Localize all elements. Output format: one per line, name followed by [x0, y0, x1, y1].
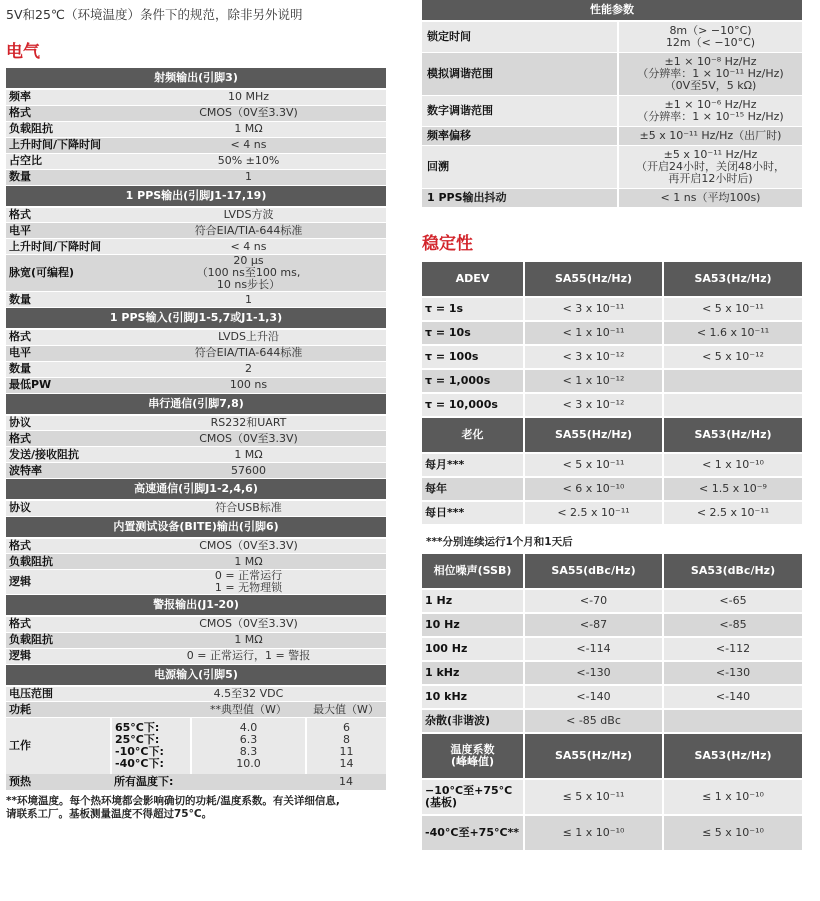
data-row: [422, 393, 802, 417]
spec-row: [6, 431, 386, 447]
data-row: [422, 297, 802, 321]
row-label: τ = 1s: [422, 297, 524, 321]
cell-value: < 1 x 10⁻¹²: [524, 369, 663, 393]
max-header: 最大值（W）: [306, 702, 386, 718]
cell-value: < 3 x 10⁻¹²: [524, 393, 663, 417]
spec-row: [6, 361, 386, 377]
spec-value: 57600: [111, 463, 386, 479]
spec-row: [6, 648, 386, 664]
intro-text: 5V和25℃（环境温度）条件下的规范，除非另外说明: [6, 7, 303, 22]
spec-label: 模拟调谐范围: [422, 53, 618, 96]
spec-row: [6, 774, 386, 790]
spec-value: 0 = 正常运行 1 = 无物理锁: [111, 570, 386, 595]
max-value: 11: [339, 745, 354, 758]
spec-label: 工作: [6, 718, 111, 775]
table-header: [422, 734, 802, 779]
left-column: [6, 0, 386, 821]
spec-value: LVDS方波: [111, 207, 386, 223]
spec-row: [6, 500, 386, 516]
cell-value: < 2.5 x 10⁻¹¹: [524, 501, 663, 525]
section-header-label: 串行通信(引脚7,8): [6, 393, 386, 415]
spec-row: [422, 53, 802, 96]
spec-value: 1 MΩ: [111, 632, 386, 648]
column-header: SA53(Hz/Hz): [663, 734, 802, 779]
spec-label: 格式: [6, 431, 111, 447]
spec-value: 1 MΩ: [111, 121, 386, 137]
spec-row: [6, 377, 386, 393]
column-header: 温度系数 (峰峰值): [422, 734, 524, 779]
cell-value: <-140: [524, 685, 663, 709]
row-label: τ = 100s: [422, 345, 524, 369]
section-header-label: 电源输入(引脚5): [6, 664, 386, 686]
column-header: SA53(dBc/Hz): [663, 554, 802, 589]
spec-label: 格式: [6, 616, 111, 632]
section-header: [6, 185, 386, 207]
spec-value: < 4 ns: [111, 137, 386, 153]
typ-value: 4.0: [239, 721, 258, 734]
electrical-title: 电气: [6, 42, 40, 62]
cell-value: <-70: [524, 589, 663, 613]
spec-value: 10 MHz: [111, 89, 386, 105]
spec-value: ±1 × 10⁻⁸ Hz/Hz （分辨率：1 × 10⁻¹¹ Hz/Hz) （0V至5V，5 kΩ): [618, 53, 802, 96]
spec-label: 最低PW: [6, 377, 111, 393]
spec-value: CMOS（0V至3.3V): [111, 105, 386, 121]
row-label: 每年: [422, 477, 524, 501]
typ-value: 10.0: [236, 757, 261, 770]
section-header-label: 高速通信(引脚J1-2,4,6): [6, 479, 386, 501]
temp-label: 25°C下:: [115, 733, 160, 746]
spec-value: 2: [111, 361, 386, 377]
spec-row: [6, 632, 386, 648]
column-header: 老化: [422, 418, 524, 453]
cell-value: < 3 x 10⁻¹¹: [524, 297, 663, 321]
table-header: [422, 418, 802, 453]
cell-value: <-130: [524, 661, 663, 685]
section-header: [6, 516, 386, 538]
temp-label: -40°C下:: [115, 757, 164, 770]
data-row: [422, 453, 802, 477]
spec-row: [6, 105, 386, 121]
spec-value: CMOS（0V至3.3V): [111, 616, 386, 632]
section-header-label: 警报输出(J1-20): [6, 595, 386, 617]
data-row: [422, 477, 802, 501]
row-label: τ = 10s: [422, 321, 524, 345]
cell-value: [663, 393, 802, 417]
section-header: [6, 68, 386, 89]
spec-value: 1 MΩ: [111, 447, 386, 463]
cell-value: ≤ 5 x 10⁻¹¹: [524, 779, 663, 815]
cell-value: < 1.5 x 10⁻⁹: [663, 477, 802, 501]
max-value: 6: [343, 721, 351, 734]
spec-value: 4.5至32 VDC: [111, 686, 386, 702]
cell-value: ≤ 1 x 10⁻¹⁰: [663, 779, 802, 815]
tempco-table: [422, 734, 802, 852]
spec-value: 1: [111, 169, 386, 185]
spec-row: [6, 169, 386, 185]
data-row: [422, 685, 802, 709]
table-header: [422, 554, 802, 589]
cell-value: < 2.5 x 10⁻¹¹: [663, 501, 802, 525]
cell-value: < 3 x 10⁻¹²: [524, 345, 663, 369]
spec-value: 8m（> −10°C) 12m（< −10°C): [618, 21, 802, 53]
section-header: [6, 595, 386, 617]
preheat-value: 14: [306, 774, 386, 790]
section-header-label: 射频输出(引脚3): [6, 68, 386, 89]
spec-row: [6, 329, 386, 345]
section-header: [6, 479, 386, 501]
spec-label: 格式: [6, 329, 111, 345]
spec-label: 负载阻抗: [6, 121, 111, 137]
spec-value: LVDS上升沿: [111, 329, 386, 345]
typ-header: **典型值（W）: [191, 702, 306, 718]
data-row: [422, 321, 802, 345]
spec-value: 50% ±10%: [111, 153, 386, 169]
cell-value: <-87: [524, 613, 663, 637]
data-row: [422, 613, 802, 637]
spec-row: [6, 702, 386, 718]
spec-value: CMOS（0V至3.3V): [111, 538, 386, 554]
spec-label: 格式: [6, 105, 111, 121]
column-header: SA55(Hz/Hz): [524, 418, 663, 453]
spec-label: 脉宽(可编程): [6, 255, 111, 292]
spec-label: 逻辑: [6, 570, 111, 595]
cell-value: ≤ 5 x 10⁻¹⁰: [663, 815, 802, 851]
cell-value: <-130: [663, 661, 802, 685]
spec-value: 20 µs （100 ns至100 ms, 10 ns步长）: [111, 255, 386, 292]
spec-row: [6, 616, 386, 632]
data-row: [422, 779, 802, 815]
footnote: **环境温度。每个热环境都会影响确切的功耗/温度系数。有关详细信息, 请联系工厂。基板测量温度不得超过75°C。: [6, 794, 340, 820]
spec-label: 格式: [6, 207, 111, 223]
spec-label: 负载阻抗: [6, 554, 111, 570]
data-row: [422, 661, 802, 685]
data-row: [422, 637, 802, 661]
cell-value: [663, 369, 802, 393]
section-header: [6, 664, 386, 686]
spec-row: [6, 538, 386, 554]
spec-label: 频率: [6, 89, 111, 105]
spec-label: 数量: [6, 361, 111, 377]
typ-cell: [191, 718, 306, 775]
spec-label: 发送/接收阻抗: [6, 447, 111, 463]
spec-label: 占空比: [6, 153, 111, 169]
spec-row: [6, 255, 386, 292]
spec-label: 锁定时间: [422, 21, 618, 53]
section-header-label: 内置测试设备(BITE)输出(引脚6): [6, 516, 386, 538]
spec-row: [6, 223, 386, 239]
max-value: 8: [343, 733, 351, 746]
performance-table: [422, 0, 802, 208]
cell-value: < 5 x 10⁻¹²: [663, 345, 802, 369]
spec-label: 数字调谐范围: [422, 96, 618, 127]
spec-row: [6, 463, 386, 479]
spec-value: RS232和UART: [111, 415, 386, 431]
spec-label: 逻辑: [6, 648, 111, 664]
data-row: [422, 815, 802, 851]
data-row: [422, 589, 802, 613]
data-row: [422, 709, 802, 733]
adev-table: [422, 262, 802, 418]
spec-row: [422, 127, 802, 146]
spec-value: 符合USB标准: [111, 500, 386, 516]
spec-row: [422, 189, 802, 208]
operation-row: [6, 718, 386, 775]
spec-label: 频率偏移: [422, 127, 618, 146]
row-label: τ = 10,000s: [422, 393, 524, 417]
spec-value: ±1 × 10⁻⁶ Hz/Hz （分辨率：1 × 10⁻¹⁵ Hz/Hz): [618, 96, 802, 127]
spec-label: 电平: [6, 223, 111, 239]
spec-label: 1 PPS输出抖动: [422, 189, 618, 208]
row-label: 每日***: [422, 501, 524, 525]
spec-label: 上升时间/下降时间: [6, 137, 111, 153]
column-header: SA55(Hz/Hz): [524, 262, 663, 297]
cell-value: [663, 709, 802, 733]
column-header: SA53(Hz/Hz): [663, 418, 802, 453]
spec-value: 0 = 正常运行，1 = 警报: [111, 648, 386, 664]
column-header: ADEV: [422, 262, 524, 297]
spec-label: 波特率: [6, 463, 111, 479]
spec-row: [6, 207, 386, 223]
spec-label: 协议: [6, 415, 111, 431]
max-cell: [306, 718, 386, 775]
cell-value: < 1.6 x 10⁻¹¹: [663, 321, 802, 345]
spec-label: 功耗: [6, 702, 191, 718]
spec-row: [6, 447, 386, 463]
spec-row: [422, 146, 802, 189]
preheat-temp: 所有温度下:: [111, 774, 306, 790]
row-label: 100 Hz: [422, 637, 524, 661]
section-header: [6, 308, 386, 330]
row-label: 1 kHz: [422, 661, 524, 685]
column-header: SA55(Hz/Hz): [524, 734, 663, 779]
spec-value: < 4 ns: [111, 239, 386, 255]
row-label: -40°C至+75°C**: [422, 815, 524, 851]
spec-row: [6, 153, 386, 169]
row-label: −10°C至+75°C (基板): [422, 779, 524, 815]
spec-value: 符合EIA/TIA-644标准: [111, 223, 386, 239]
cell-value: < -85 dBc: [524, 709, 663, 733]
spec-label: 数量: [6, 292, 111, 308]
spec-row: [6, 345, 386, 361]
spec-row: [422, 21, 802, 53]
cell-value: < 5 x 10⁻¹¹: [524, 453, 663, 477]
phase-noise-table: [422, 554, 802, 734]
data-row: [422, 345, 802, 369]
row-label: 每月***: [422, 453, 524, 477]
section-header-label: 性能参数: [422, 0, 802, 21]
electrical-table: [6, 68, 386, 791]
column-header: SA53(Hz/Hz): [663, 262, 802, 297]
row-label: 10 Hz: [422, 613, 524, 637]
spec-row: [6, 415, 386, 431]
table-header: [422, 262, 802, 297]
spec-value: ±5 x 10⁻¹¹ Hz/Hz（出厂时): [618, 127, 802, 146]
spec-value: 100 ns: [111, 377, 386, 393]
spec-row: [6, 292, 386, 308]
section-header-label: 1 PPS输出(引脚J1-17,19): [6, 185, 386, 207]
row-label: τ = 1,000s: [422, 369, 524, 393]
spec-value: 1 MΩ: [111, 554, 386, 570]
spec-label: 负载阻抗: [6, 632, 111, 648]
spec-label: 上升时间/下降时间: [6, 239, 111, 255]
column-header: 相位噪声(SSB): [422, 554, 524, 589]
stability-title: 稳定性: [422, 234, 473, 254]
spec-row: [6, 570, 386, 595]
typ-value: 8.3: [239, 745, 258, 758]
cell-value: <-85: [663, 613, 802, 637]
spec-label: 协议: [6, 500, 111, 516]
cell-value: ≤ 1 x 10⁻¹⁰: [524, 815, 663, 851]
spec-row: [6, 239, 386, 255]
row-label: 10 kHz: [422, 685, 524, 709]
spec-value: < 1 ns（平均100s): [618, 189, 802, 208]
spec-row: [6, 121, 386, 137]
cell-value: < 5 x 10⁻¹¹: [663, 297, 802, 321]
spec-value: 1: [111, 292, 386, 308]
cell-value: <-114: [524, 637, 663, 661]
spec-row: [422, 96, 802, 127]
spec-label: 回溯: [422, 146, 618, 189]
aging-note: ***分别连续运行1个月和1天后: [426, 536, 573, 548]
spec-label: 格式: [6, 538, 111, 554]
cell-value: < 1 x 10⁻¹⁰: [663, 453, 802, 477]
cell-value: < 6 x 10⁻¹⁰: [524, 477, 663, 501]
spec-row: [6, 686, 386, 702]
temp-label: -10°C下:: [115, 745, 164, 758]
temp-label: 65°C下:: [115, 721, 160, 734]
spec-label: 预热: [6, 774, 111, 790]
spec-value: CMOS（0V至3.3V): [111, 431, 386, 447]
aging-table: [422, 418, 802, 526]
data-row: [422, 369, 802, 393]
cell-value: < 1 x 10⁻¹¹: [524, 321, 663, 345]
temps-cell: [111, 718, 191, 775]
spec-row: [6, 554, 386, 570]
section-header: [422, 0, 802, 21]
spec-row: [6, 137, 386, 153]
cell-value: <-112: [663, 637, 802, 661]
row-label: 1 Hz: [422, 589, 524, 613]
cell-value: <-65: [663, 589, 802, 613]
right-column: [422, 0, 802, 852]
section-header: [6, 393, 386, 415]
column-header: SA55(dBc/Hz): [524, 554, 663, 589]
spec-value: 符合EIA/TIA-644标准: [111, 345, 386, 361]
spec-label: 电平: [6, 345, 111, 361]
spec-label: 电压范围: [6, 686, 111, 702]
cell-value: <-140: [663, 685, 802, 709]
data-row: [422, 501, 802, 525]
row-label: 杂散(非谐波): [422, 709, 524, 733]
max-value: 14: [339, 757, 354, 770]
spec-value: ±5 x 10⁻¹¹ Hz/Hz （开启24小时，关闭48小时， 再开启12小时后): [618, 146, 802, 189]
spec-row: [6, 89, 386, 105]
typ-value: 6.3: [239, 733, 258, 746]
section-header-label: 1 PPS输入(引脚J1-5,7或J1-1,3): [6, 308, 386, 330]
spec-label: 数量: [6, 169, 111, 185]
